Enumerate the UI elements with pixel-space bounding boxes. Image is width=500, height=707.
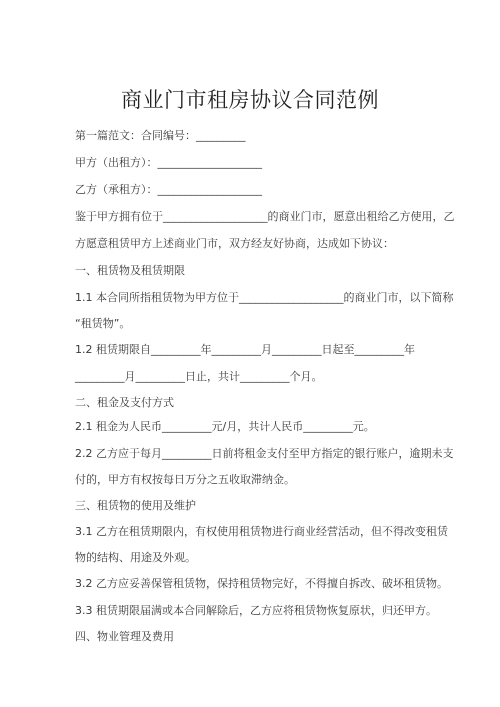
clause-3-1-line-1: 3.1 乙方在租赁期限内，有权使用租赁物进行商业经营活动，但不得改变租赁 xyxy=(75,525,448,538)
preamble-line-2: 方愿意租赁甲方上述商业门市，双方经友好协商，达成如下协议： xyxy=(75,237,394,250)
preamble-line-1: 鉴于甲方拥有位于___________________的商业门市，愿意出租给乙方使用，乙 xyxy=(75,210,455,223)
clause-1-2-line-2: _________月_________日止，共计_________个月。 xyxy=(75,370,323,383)
section-heading-3: 三、租赁物的使用及维护 xyxy=(75,499,196,512)
section-heading-2: 二、租金及支付方式 xyxy=(75,396,174,409)
section-heading-4: 四、物业管理及费用 xyxy=(75,630,174,643)
clause-1-1-line-2: “租赁物”。 xyxy=(75,317,131,330)
clause-3-1-line-2: 物的结构、用途及外观。 xyxy=(75,551,196,564)
clause-2-2-line-1: 2.2 乙方应于每月_________日前将租金支付至甲方指定的银行账户，逾期未支 xyxy=(75,447,454,460)
section-heading-1: 一、租赁物及租赁期限 xyxy=(75,264,185,277)
party-a-line: 甲方（出租方）：___________________ xyxy=(75,156,262,169)
clause-3-3: 3.3 租赁期限届满或本合同解除后，乙方应将租赁物恢复原状，归还甲方。 xyxy=(75,604,437,617)
party-b-line: 乙方（承租方）：___________________ xyxy=(75,183,262,196)
document-title: 商业门市租房协议合同范例 xyxy=(121,88,379,112)
clause-2-2-line-2: 付的，甲方有权按每日万分之五收取滞纳金。 xyxy=(75,473,295,486)
clause-1-2-line-1: 1.2 租赁期限自_________年_________月_________日起至_________年 xyxy=(75,343,415,356)
clause-3-2: 3.2 乙方应妥善保管租赁物，保持租赁物完好，不得擅自拆改、破坏租赁物。 xyxy=(75,577,448,590)
clause-2-1: 2.1 租金为人民币_________元/月，共计人民币_________元。 xyxy=(75,420,375,433)
contract-number-line: 第一篇范文：合同编号：_________ xyxy=(75,129,246,142)
clause-1-1-line-1: 1.1 本合同所指租赁物为甲方位于___________________的商业门市，以下简称 xyxy=(75,291,454,304)
